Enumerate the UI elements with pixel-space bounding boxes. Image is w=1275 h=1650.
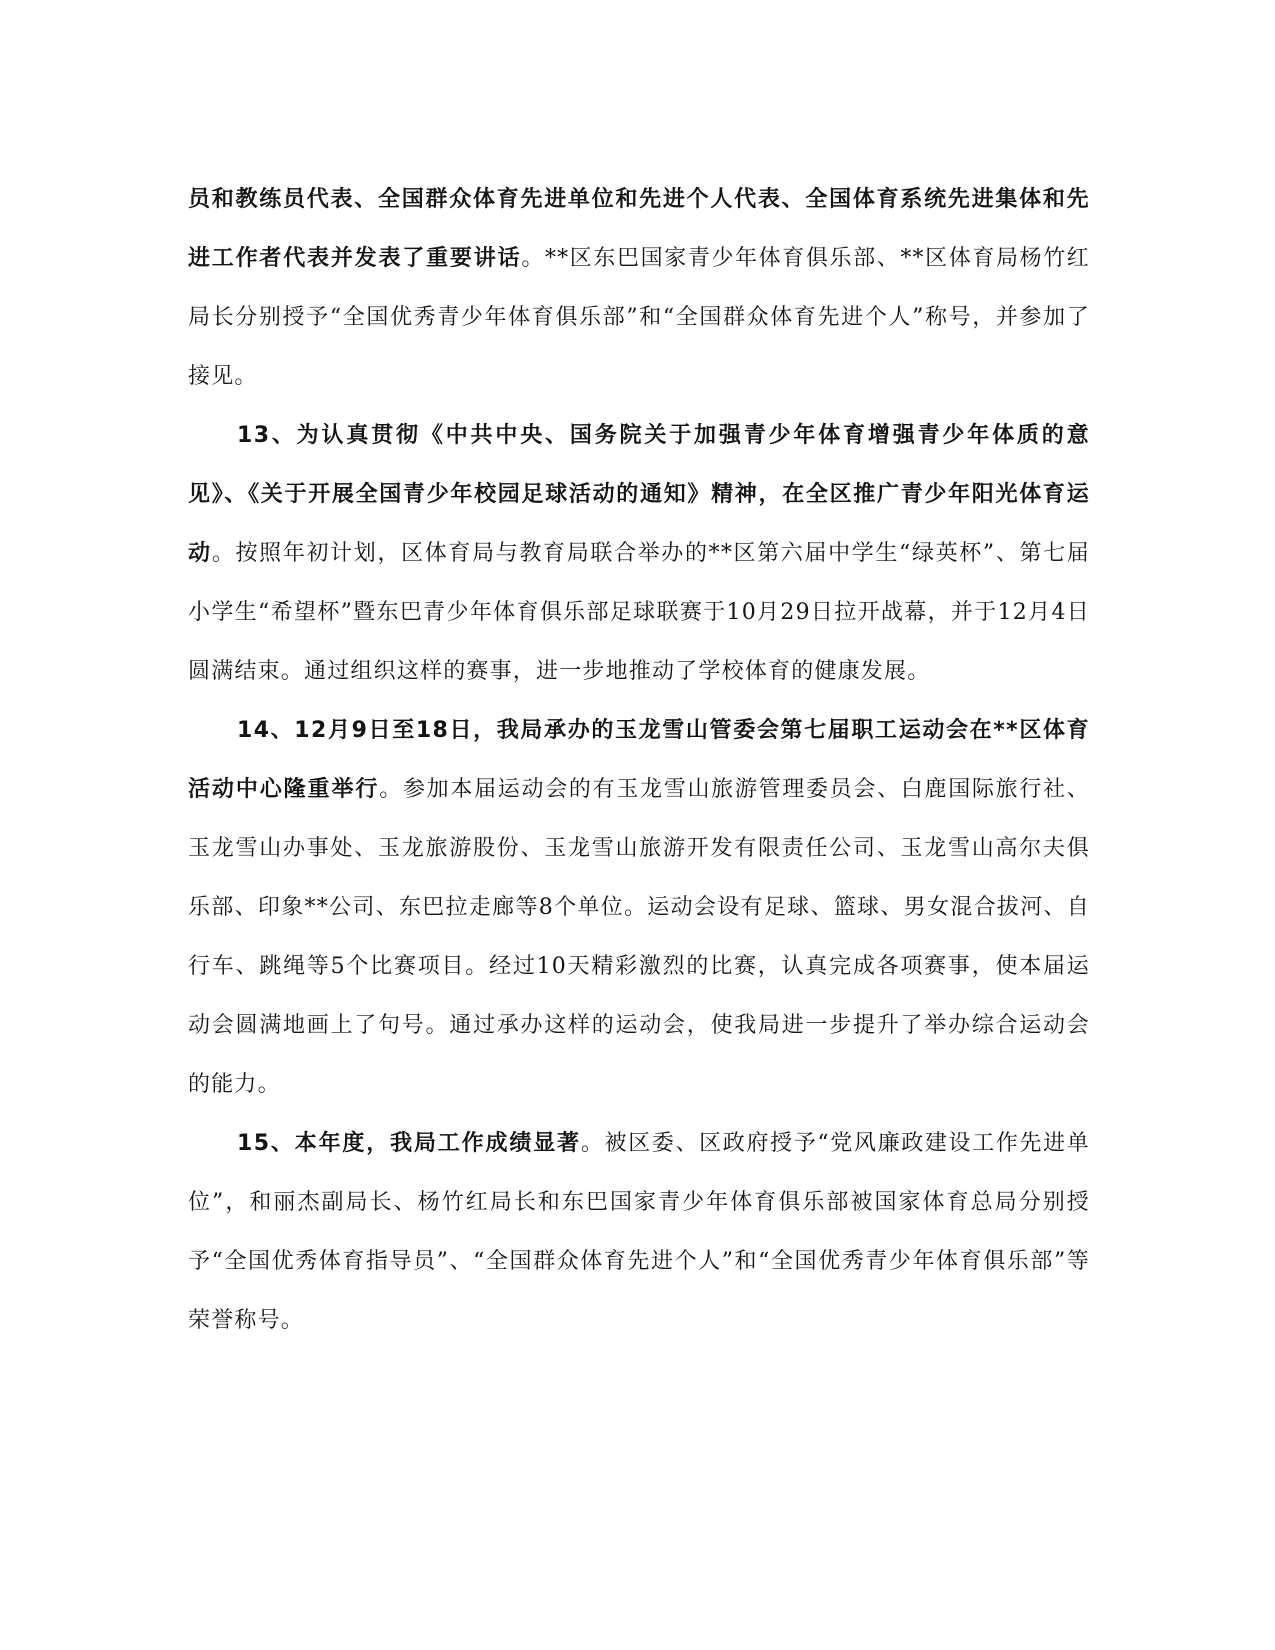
paragraph-body-text: 。**区东巴国家青少年体育俱乐部、**区体育局杨竹红局长分别授予“全国优秀青少年体育俱乐部”和“全国群众体育先进个人”称号，并参加了接见。 xyxy=(188,246,1091,389)
paragraph-lead-text: 13、为认真贯彻《中共中央、国务院关于加强青少年体育增强青少年体质的意见》、《关于开展全国青少年校园足球活动的通知》精神，在全区推广青少年阳光体育运动 xyxy=(188,423,1090,566)
paragraph-lead-text: 员和教练员代表、全国群众体育先进单位和先进个人代表、全国体育系统先进集体和先进工作者代表并发表了重要讲话 xyxy=(188,187,1090,271)
paragraph-item-13 xyxy=(188,406,1090,701)
paragraph-body-text: 。参加本届运动会的有玉龙雪山旅游管理委员会、白鹿国际旅行社、玉龙雪山办事处、玉龙旅游股份、玉龙雪山旅游开发有限责任公司、玉龙雪山高尔夫俱乐部、印象**公司、东巴拉走廊等8个单位。运动会设有足球、篮球、男女混合拔河、自行车、跳绳等5个比赛项目。经过10天精彩激烈的比赛，认真完成各项赛事，使本届运动会圆满地画上了句号。通过承办这样的运动会，使我局进一步提升了举办综合运动会的能力。 xyxy=(188,777,1090,1097)
paragraph-body-text: 。按照年初计划，区体育局与教育局联合举办的**区第六届中学生“绿英杯”、第七届小学生“希望杯”暨东巴青少年体育俱乐部足球联赛于10月29日拉开战幕，并于12月4日圆满结束。通过组织这样的赛事，进一步地推动了学校体育的健康发展。 xyxy=(188,541,1090,684)
paragraph-lead-text: 14、12月9日至18日，我局承办的玉龙雪山管委会第七届职工运动会在**区体育活动中心隆重举行 xyxy=(188,718,1090,802)
paragraph-continuation xyxy=(188,170,1090,406)
paragraph-lead-text: 15、本年度，我局工作成绩显著 xyxy=(237,1131,581,1156)
paragraph-item-14 xyxy=(188,701,1090,1114)
document-body xyxy=(188,170,1090,1350)
paragraph-body-text: 。被区委、区政府授予“党风廉政建设工作先进单位”，和丽杰副局长、杨竹红局长和东巴国家青少年体育俱乐部被国家体育总局分别授予“全国优秀体育指导员”、“全国群众体育先进个人”和“全国优秀青少年体育俱乐部”等荣誉称号。 xyxy=(188,1131,1090,1333)
paragraph-item-15 xyxy=(188,1114,1090,1350)
